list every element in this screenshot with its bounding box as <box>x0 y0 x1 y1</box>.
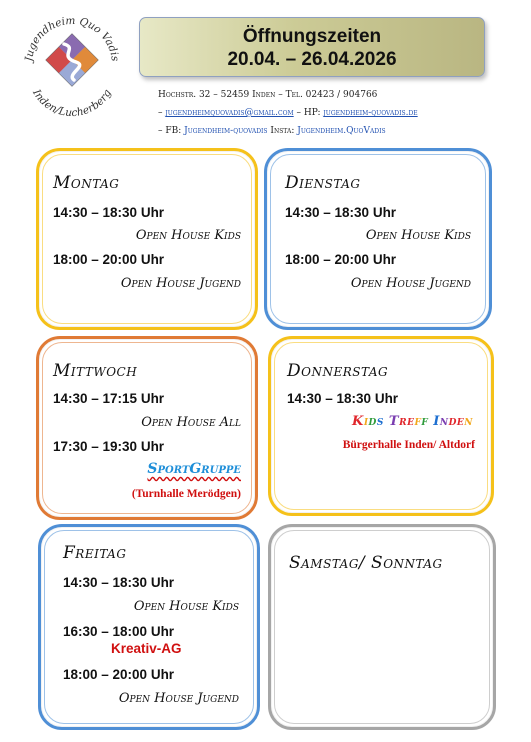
card-freitag <box>38 524 260 730</box>
time-slot: 16:30 – 18:00 Uhr <box>63 624 175 639</box>
page-title: Öffnungszeiten <box>242 26 382 47</box>
day-name: Dienstag <box>285 173 361 193</box>
card-montag <box>36 148 258 330</box>
activity: Open House Kids <box>133 599 239 614</box>
kids-treff-letter: e <box>407 414 415 429</box>
time-slot: 18:00 – 20:00 Uhr <box>285 252 397 267</box>
time-slot: 14:30 – 17:15 Uhr <box>53 391 165 406</box>
kids-treff-letter: e <box>456 414 465 429</box>
kids-treff-letter: s <box>376 414 384 429</box>
day-name: Samstag/ Sonntag <box>289 553 443 573</box>
logo-diamond-icon <box>46 34 98 86</box>
logo-arc-top: Jugendheim Quo Vadis <box>23 14 121 62</box>
kids-treff-letter: d <box>448 414 457 429</box>
location-note: (Turnhalle Merödgen) <box>131 488 241 500</box>
kids-treff-letter: n <box>464 414 473 429</box>
kreativ-ag-label: Kreativ-AG <box>111 641 182 656</box>
kids-treff-label <box>352 414 473 429</box>
instagram-handle[interactable]: Jugendheim.QuoVadis <box>297 126 386 136</box>
day-name: Donnerstag <box>287 361 389 381</box>
activity: Open House Jugend <box>118 691 239 706</box>
activity: Open House Jugend <box>120 276 241 291</box>
kids-treff-letter: i <box>363 414 369 429</box>
contact-address: Hochstr. 32 – 52459 Inden – Tel. 02423 / 904766 <box>158 90 378 100</box>
activity: Open House Kids <box>365 228 471 243</box>
kids-treff-letter: f <box>421 414 429 429</box>
contact-line-2: – jugendheimquovadis@gmail.com – HP: jugendheim-quovadis.de <box>158 108 418 118</box>
card-mittwoch <box>36 336 258 520</box>
time-slot: 14:30 – 18:30 Uhr <box>63 575 175 590</box>
kids-treff-letter: d <box>368 414 377 429</box>
kids-treff-letter: K <box>352 414 364 429</box>
time-slot: 14:30 – 18:30 Uhr <box>287 391 399 406</box>
card-wochenende <box>268 524 496 730</box>
time-slot: 18:00 – 20:00 Uhr <box>63 667 175 682</box>
card-donnerstag <box>268 336 494 516</box>
time-slot: 17:30 – 19:30 Uhr <box>53 439 165 454</box>
activity: Open House All <box>141 415 241 430</box>
day-name: Mittwoch <box>53 361 138 381</box>
sportgruppe-label: SportGruppe <box>147 461 241 477</box>
email-link[interactable]: jugendheimquovadis@gmail.com <box>165 108 294 118</box>
location-note: Bürgerhalle Inden/ Altdorf <box>342 439 475 451</box>
website-link[interactable]: jugendheim-quovadis.de <box>323 108 418 118</box>
card-dienstag <box>264 148 492 330</box>
kids-treff-letter: I <box>433 414 440 429</box>
contact-line-3: – FB: Jugendheim-quovadis Insta: Jugendheim.QuoVadis <box>158 126 386 136</box>
time-slot: 14:30 – 18:30 Uhr <box>285 205 397 220</box>
time-slot: 18:00 – 20:00 Uhr <box>53 252 165 267</box>
day-name: Montag <box>53 173 120 193</box>
title-box <box>139 17 485 77</box>
logo <box>18 10 126 118</box>
activity: Open House Jugend <box>350 276 471 291</box>
logo-arc-bottom: Inden/Lucherberg <box>30 87 114 118</box>
kids-treff-letter: f <box>414 414 422 429</box>
kids-treff-letter: n <box>439 414 449 429</box>
kids-treff-letter: T <box>388 414 400 429</box>
facebook-handle[interactable]: Jugendheim-quovadis <box>184 126 268 136</box>
date-range: 20.04. – 26.04.2026 <box>227 49 397 70</box>
day-name: Freitag <box>63 543 127 563</box>
kids-treff-letter: r <box>399 414 408 429</box>
activity: Open House Kids <box>135 228 241 243</box>
time-slot: 14:30 – 18:30 Uhr <box>53 205 165 220</box>
